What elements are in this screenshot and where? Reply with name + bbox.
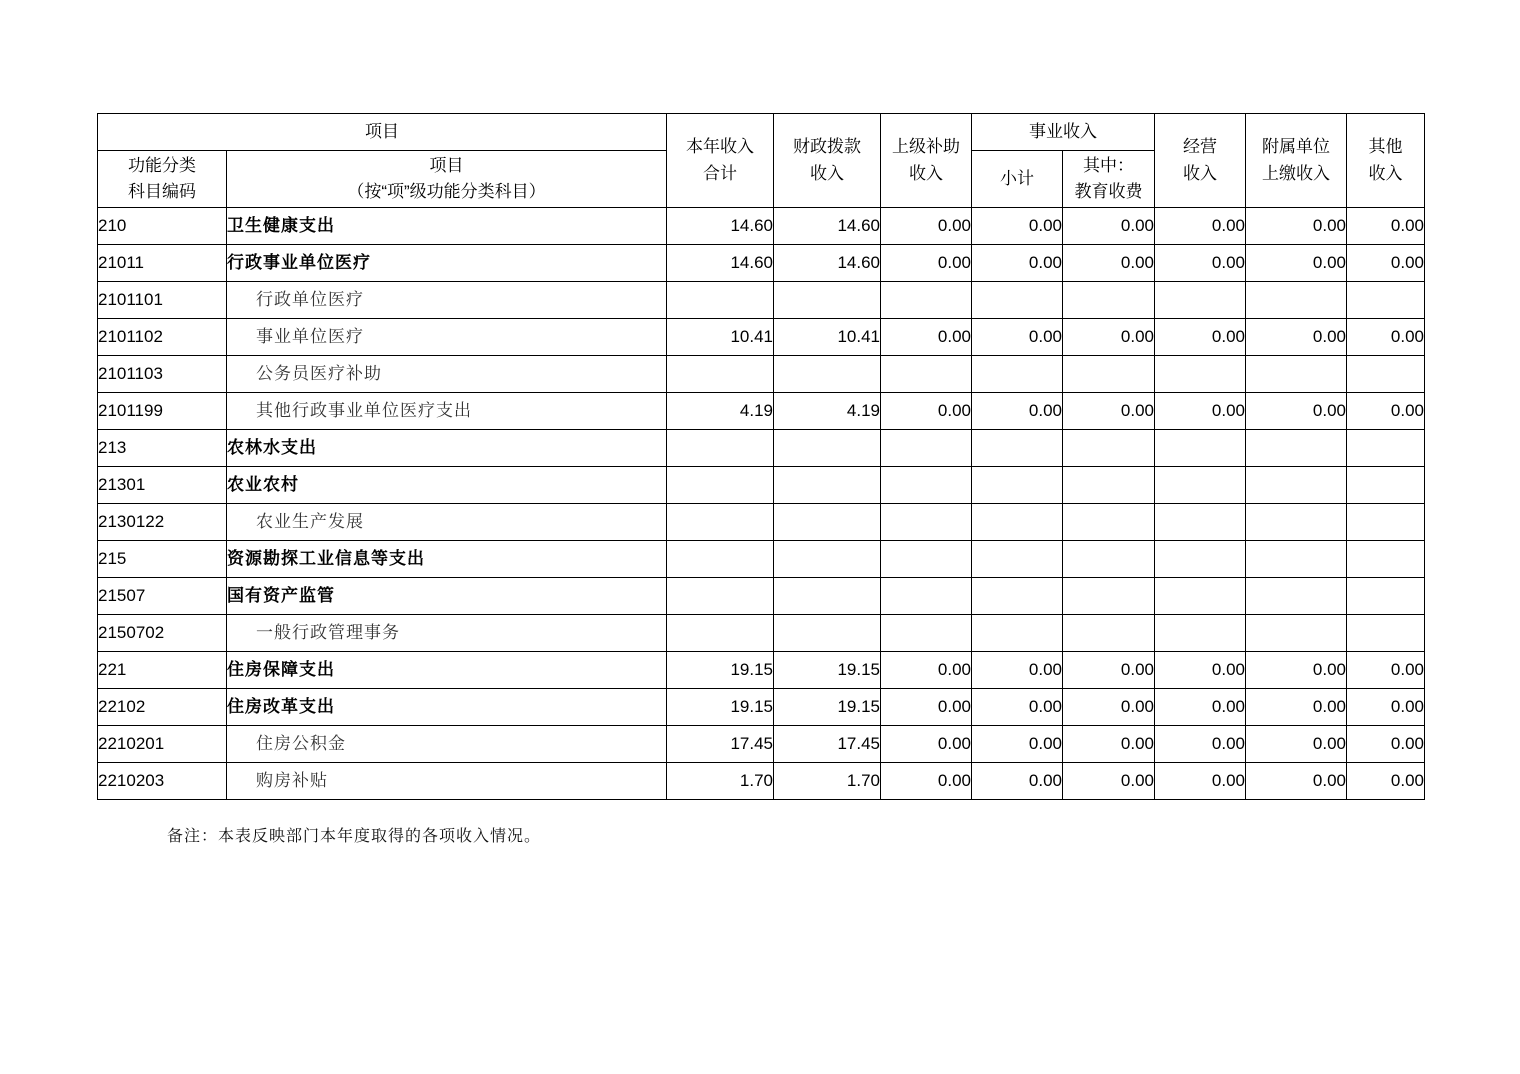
header-fiscal-appropriation: 财政拨款 收入 [774, 114, 881, 208]
row-name-cell: 其他行政事业单位医疗支出 [227, 393, 667, 430]
row-value-cell: 0.00 [1347, 652, 1425, 689]
row-value-cell [774, 504, 881, 541]
row-code-cell: 2210203 [98, 763, 227, 800]
row-value-cell [667, 615, 774, 652]
row-value-cell: 0.00 [1063, 689, 1155, 726]
header-project-name: 项目 （按“项”级功能分类科目） [227, 151, 667, 208]
row-value-cell [881, 541, 972, 578]
row-code-cell: 221 [98, 652, 227, 689]
row-value-cell [881, 356, 972, 393]
row-value-cell [774, 282, 881, 319]
row-code-cell: 21011 [98, 245, 227, 282]
row-value-cell [667, 282, 774, 319]
table-row [98, 726, 1425, 763]
row-value-cell: 0.00 [1246, 726, 1347, 763]
row-value-cell [774, 467, 881, 504]
table-row [98, 393, 1425, 430]
row-code-cell: 210 [98, 208, 227, 245]
row-value-cell [972, 541, 1063, 578]
row-name-cell: 购房补贴 [227, 763, 667, 800]
row-value-cell [774, 430, 881, 467]
row-value-cell [1063, 615, 1155, 652]
row-value-cell [1246, 504, 1347, 541]
row-value-cell [1063, 504, 1155, 541]
row-value-cell: 0.00 [1155, 208, 1246, 245]
row-value-cell [881, 282, 972, 319]
row-code-cell: 21301 [98, 467, 227, 504]
row-name-cell: 住房公积金 [227, 726, 667, 763]
row-value-cell: 1.70 [774, 763, 881, 800]
row-value-cell [1246, 578, 1347, 615]
header-superior-subsidy: 上级补助 收入 [881, 114, 972, 208]
row-value-cell: 0.00 [1347, 208, 1425, 245]
header-education-fees: 其中： 教育收费 [1063, 151, 1155, 208]
row-value-cell [667, 356, 774, 393]
row-code-cell: 21507 [98, 578, 227, 615]
row-value-cell [667, 504, 774, 541]
row-value-cell: 4.19 [774, 393, 881, 430]
header-business-subtotal: 小计 [972, 151, 1063, 208]
row-value-cell: 1.70 [667, 763, 774, 800]
income-table [97, 113, 1425, 800]
row-value-cell [881, 467, 972, 504]
row-value-cell: 10.41 [774, 319, 881, 356]
row-name-cell: 农林水支出 [227, 430, 667, 467]
row-name-cell: 住房改革支出 [227, 689, 667, 726]
row-value-cell [774, 356, 881, 393]
row-value-cell [1063, 467, 1155, 504]
row-value-cell: 0.00 [1246, 208, 1347, 245]
row-value-cell: 0.00 [1063, 208, 1155, 245]
row-code-cell: 2101103 [98, 356, 227, 393]
row-code-cell: 215 [98, 541, 227, 578]
row-value-cell: 0.00 [1347, 393, 1425, 430]
row-value-cell [1155, 615, 1246, 652]
row-value-cell: 0.00 [1155, 393, 1246, 430]
row-value-cell [1246, 615, 1347, 652]
row-value-cell [1246, 467, 1347, 504]
row-name-cell: 卫生健康支出 [227, 208, 667, 245]
row-name-cell: 公务员医疗补助 [227, 356, 667, 393]
row-value-cell [774, 541, 881, 578]
row-name-cell: 事业单位医疗 [227, 319, 667, 356]
row-value-cell: 0.00 [972, 208, 1063, 245]
row-code-cell: 213 [98, 430, 227, 467]
row-value-cell: 14.60 [774, 245, 881, 282]
row-value-cell: 0.00 [1063, 726, 1155, 763]
row-code-cell: 2150702 [98, 615, 227, 652]
row-value-cell: 0.00 [881, 652, 972, 689]
row-name-cell: 国有资产监管 [227, 578, 667, 615]
table-row [98, 615, 1425, 652]
table-body [98, 208, 1425, 800]
row-value-cell [1155, 356, 1246, 393]
row-value-cell: 0.00 [1246, 319, 1347, 356]
table-row [98, 578, 1425, 615]
row-value-cell [1063, 356, 1155, 393]
row-code-cell: 2101101 [98, 282, 227, 319]
table-header [98, 114, 1425, 208]
row-value-cell [774, 615, 881, 652]
row-value-cell [1155, 541, 1246, 578]
row-value-cell [881, 578, 972, 615]
table-row [98, 467, 1425, 504]
row-value-cell [667, 578, 774, 615]
row-value-cell: 0.00 [1347, 245, 1425, 282]
row-value-cell: 0.00 [1063, 652, 1155, 689]
row-value-cell [774, 578, 881, 615]
row-value-cell [1155, 578, 1246, 615]
row-value-cell: 19.15 [774, 652, 881, 689]
row-value-cell: 14.60 [774, 208, 881, 245]
row-value-cell: 0.00 [972, 726, 1063, 763]
header-total-income: 本年收入 合计 [667, 114, 774, 208]
row-value-cell [667, 541, 774, 578]
row-value-cell: 0.00 [972, 763, 1063, 800]
header-operating-income: 经营 收入 [1155, 114, 1246, 208]
row-name-cell: 一般行政管理事务 [227, 615, 667, 652]
row-value-cell: 0.00 [1155, 319, 1246, 356]
table-row [98, 689, 1425, 726]
row-value-cell [881, 504, 972, 541]
row-value-cell: 0.00 [1063, 319, 1155, 356]
row-value-cell [1347, 282, 1425, 319]
row-value-cell [881, 430, 972, 467]
row-value-cell: 0.00 [1246, 652, 1347, 689]
row-value-cell [972, 504, 1063, 541]
table-row [98, 541, 1425, 578]
table-row [98, 504, 1425, 541]
row-value-cell: 0.00 [972, 689, 1063, 726]
row-value-cell: 0.00 [1246, 393, 1347, 430]
header-affiliated-income: 附属单位 上缴收入 [1246, 114, 1347, 208]
row-value-cell [1246, 356, 1347, 393]
row-value-cell [1063, 430, 1155, 467]
table-row [98, 356, 1425, 393]
row-value-cell [1155, 430, 1246, 467]
row-value-cell: 0.00 [881, 245, 972, 282]
row-name-cell: 农业生产发展 [227, 504, 667, 541]
row-code-cell: 22102 [98, 689, 227, 726]
row-value-cell [1063, 282, 1155, 319]
row-value-cell [972, 467, 1063, 504]
row-value-cell [972, 430, 1063, 467]
row-name-cell: 农业农村 [227, 467, 667, 504]
header-function-code: 功能分类 科目编码 [98, 151, 227, 208]
header-project-group: 项目 [98, 114, 667, 151]
row-value-cell [1347, 430, 1425, 467]
table-row [98, 763, 1425, 800]
header-other-income: 其他 收入 [1347, 114, 1425, 208]
row-value-cell: 17.45 [667, 726, 774, 763]
table-row [98, 282, 1425, 319]
row-value-cell [972, 615, 1063, 652]
row-value-cell: 0.00 [1155, 763, 1246, 800]
row-value-cell: 10.41 [667, 319, 774, 356]
row-value-cell [972, 356, 1063, 393]
row-value-cell [1347, 615, 1425, 652]
row-value-cell: 4.19 [667, 393, 774, 430]
row-value-cell [1347, 541, 1425, 578]
row-value-cell [1155, 504, 1246, 541]
table-row [98, 430, 1425, 467]
row-value-cell [881, 615, 972, 652]
row-value-cell: 0.00 [881, 319, 972, 356]
row-value-cell: 14.60 [667, 245, 774, 282]
row-value-cell: 0.00 [972, 393, 1063, 430]
row-value-cell [1063, 578, 1155, 615]
header-business-income-group: 事业收入 [972, 114, 1155, 151]
row-value-cell: 19.15 [774, 689, 881, 726]
row-value-cell: 0.00 [972, 245, 1063, 282]
row-value-cell [1063, 541, 1155, 578]
row-value-cell: 0.00 [881, 208, 972, 245]
row-code-cell: 2130122 [98, 504, 227, 541]
row-name-cell: 行政单位医疗 [227, 282, 667, 319]
row-code-cell: 2101102 [98, 319, 227, 356]
row-value-cell: 0.00 [1246, 689, 1347, 726]
row-value-cell [1246, 282, 1347, 319]
row-value-cell [1347, 356, 1425, 393]
row-value-cell [972, 578, 1063, 615]
row-value-cell: 14.60 [667, 208, 774, 245]
row-value-cell [972, 282, 1063, 319]
row-value-cell [1155, 467, 1246, 504]
row-value-cell [667, 467, 774, 504]
row-value-cell [667, 430, 774, 467]
table-row [98, 208, 1425, 245]
row-value-cell: 0.00 [1347, 319, 1425, 356]
row-code-cell: 2210201 [98, 726, 227, 763]
row-value-cell: 0.00 [1155, 652, 1246, 689]
table-row [98, 652, 1425, 689]
row-value-cell: 0.00 [972, 319, 1063, 356]
row-value-cell: 0.00 [881, 393, 972, 430]
row-value-cell: 19.15 [667, 652, 774, 689]
row-value-cell: 0.00 [1063, 245, 1155, 282]
row-value-cell: 0.00 [1246, 763, 1347, 800]
row-value-cell [1347, 467, 1425, 504]
row-value-cell [1347, 504, 1425, 541]
row-value-cell: 0.00 [1063, 393, 1155, 430]
row-value-cell: 0.00 [881, 763, 972, 800]
row-value-cell: 0.00 [881, 726, 972, 763]
row-value-cell: 0.00 [1347, 726, 1425, 763]
row-value-cell [1246, 541, 1347, 578]
row-value-cell: 0.00 [1155, 689, 1246, 726]
row-value-cell: 0.00 [1347, 689, 1425, 726]
row-value-cell: 0.00 [1347, 763, 1425, 800]
row-value-cell: 19.15 [667, 689, 774, 726]
row-value-cell: 0.00 [1246, 245, 1347, 282]
row-value-cell [1155, 282, 1246, 319]
row-value-cell: 0.00 [1063, 763, 1155, 800]
table-row [98, 245, 1425, 282]
table-note: 备注：本表反映部门本年度取得的各项收入情况。 [167, 826, 542, 845]
row-value-cell: 0.00 [881, 689, 972, 726]
row-code-cell: 2101199 [98, 393, 227, 430]
row-name-cell: 住房保障支出 [227, 652, 667, 689]
row-value-cell: 0.00 [1155, 245, 1246, 282]
row-value-cell: 0.00 [1155, 726, 1246, 763]
row-value-cell [1246, 430, 1347, 467]
row-value-cell: 0.00 [972, 652, 1063, 689]
table-row [98, 319, 1425, 356]
row-name-cell: 资源勘探工业信息等支出 [227, 541, 667, 578]
row-name-cell: 行政事业单位医疗 [227, 245, 667, 282]
row-value-cell: 17.45 [774, 726, 881, 763]
row-value-cell [1347, 578, 1425, 615]
